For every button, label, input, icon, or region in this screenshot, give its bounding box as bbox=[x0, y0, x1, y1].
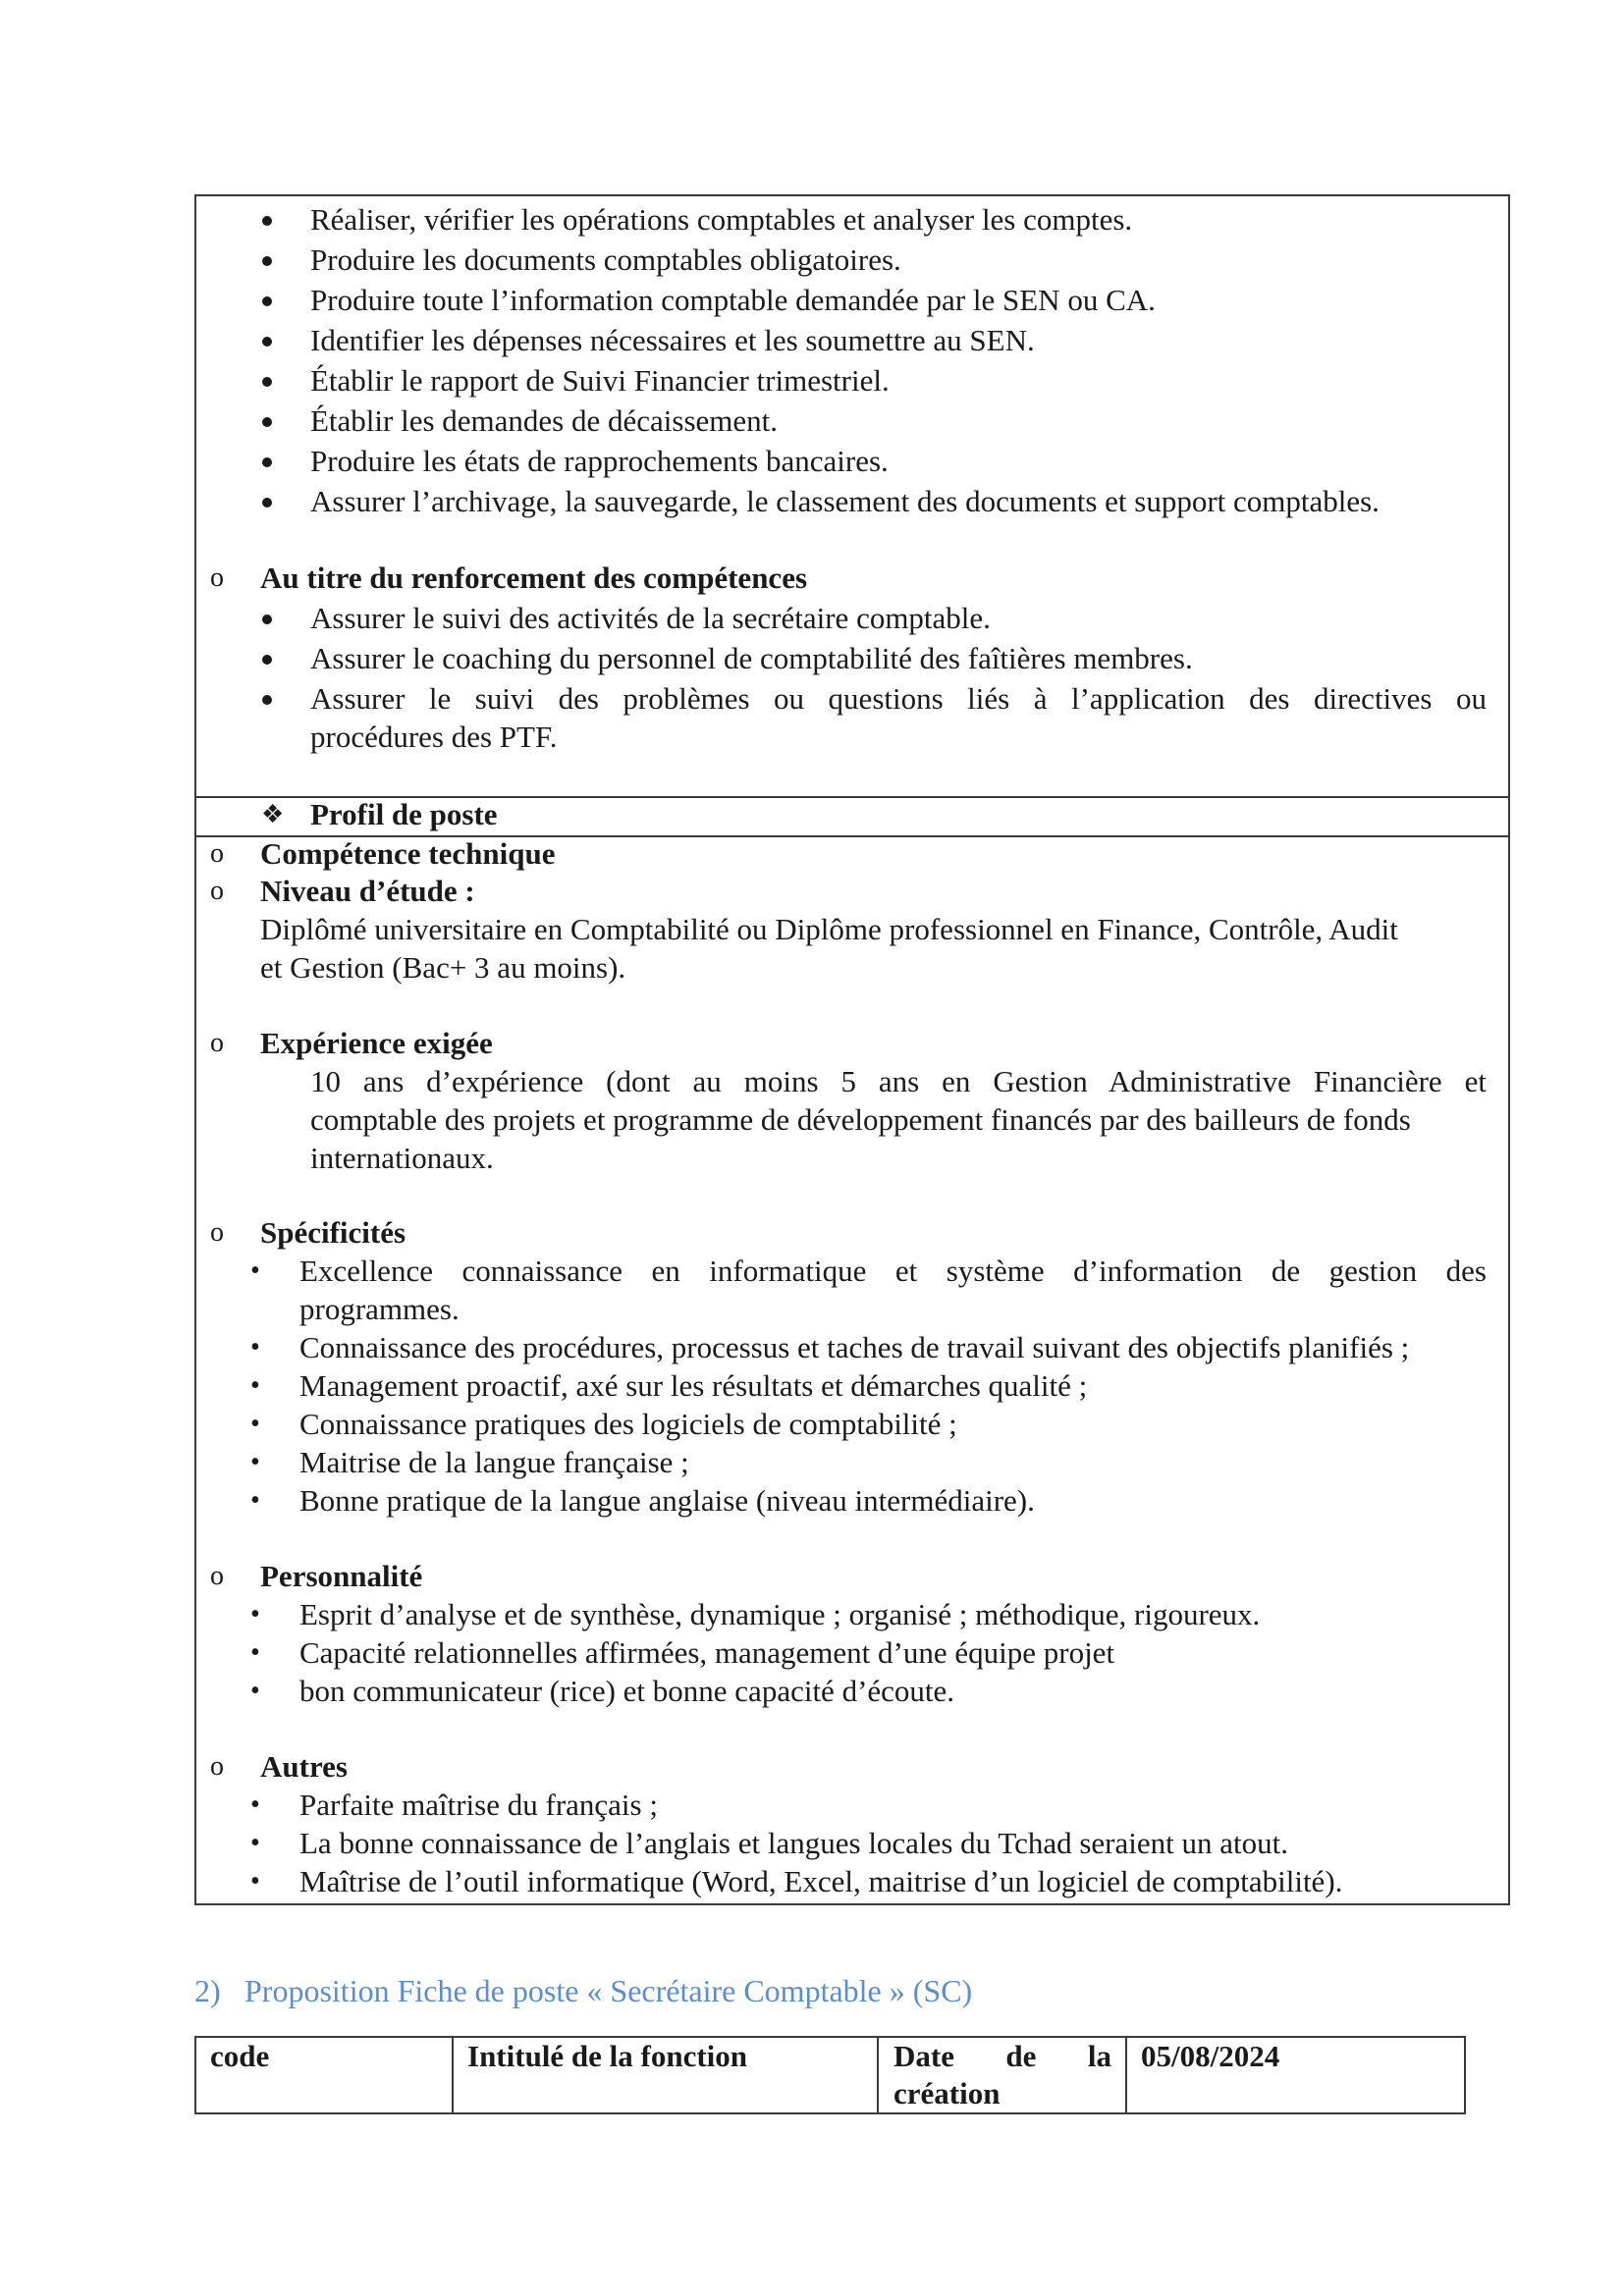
experience-heading: Expérience exigée bbox=[260, 1026, 493, 1060]
bullet-icon bbox=[262, 457, 272, 467]
circle-bullet-icon: o bbox=[210, 1561, 224, 1591]
list-item: Connaissance des procédures, processus et taches de travail suivant des objectifs planifiés ; bbox=[299, 1330, 1410, 1364]
date-label-word: Date bbox=[893, 2039, 954, 2073]
bullet-icon bbox=[262, 216, 272, 226]
table-cell-date-value: 05/08/2024 bbox=[1141, 2039, 1280, 2073]
date-label-word: de bbox=[1005, 2039, 1037, 2073]
list-item: Management proactif, axé sur les résultats et démarches qualité ; bbox=[299, 1368, 1088, 1403]
circle-bullet-icon: o bbox=[210, 1217, 224, 1248]
circle-bullet-icon: o bbox=[210, 876, 224, 906]
bullet-icon bbox=[262, 256, 272, 266]
bullet-icon: • bbox=[250, 1676, 260, 1706]
niveau-text: et Gestion (Bac+ 3 au moins). bbox=[260, 950, 626, 985]
list-item: Identifier les dépenses nécessaires et les soumettre au SEN. bbox=[310, 323, 1035, 357]
circle-bullet-icon: o bbox=[210, 838, 224, 869]
list-item: Excellence connaissance en informatique et système d’information de gestion des bbox=[299, 1254, 1487, 1288]
niveau-heading: Niveau d’étude : bbox=[260, 874, 475, 908]
bullet-icon bbox=[262, 417, 272, 427]
bullet-icon: • bbox=[250, 1866, 260, 1896]
circle-bullet-icon: o bbox=[210, 1751, 224, 1782]
list-item: Assurer le suivi des activités de la secrétaire comptable. bbox=[310, 601, 991, 635]
bullet-icon: • bbox=[250, 1599, 260, 1629]
circle-bullet-icon: o bbox=[210, 1028, 224, 1058]
niveau-text: Diplômé universitaire en Comptabilité ou Diplôme professionnel en Finance, Contrôle, Audit bbox=[260, 912, 1398, 946]
autres-heading: Autres bbox=[260, 1749, 348, 1784]
bullet-icon bbox=[262, 337, 272, 347]
bullet-icon: • bbox=[250, 1332, 260, 1362]
diamond-bullet-icon: ❖ bbox=[261, 800, 285, 828]
list-item: Bonne pratique de la langue anglaise (niveau intermédiaire). bbox=[299, 1483, 1035, 1518]
bullet-icon: • bbox=[250, 1789, 260, 1820]
list-item: Produire les états de rapprochements bancaires. bbox=[310, 444, 889, 478]
section-title: Proposition Fiche de poste « Secrétaire Comptable » (SC) bbox=[244, 1973, 973, 2008]
list-item: Assurer l’archivage, la sauvegarde, le classement des documents et support comptables. bbox=[310, 484, 1380, 518]
table-cell-date-label bbox=[893, 2038, 1111, 2075]
table-divider bbox=[877, 2036, 879, 2114]
table-cell-intitule: Intitulé de la fonction bbox=[467, 2039, 748, 2073]
list-item: Réaliser, vérifier les opérations comptables et analyser les comptes. bbox=[310, 202, 1133, 237]
personnalite-heading: Personnalité bbox=[260, 1559, 423, 1593]
bullet-icon: • bbox=[250, 1637, 260, 1668]
list-item: Produire toute l’information comptable demandée par le SEN ou CA. bbox=[310, 283, 1156, 317]
bullet-icon bbox=[262, 296, 272, 306]
list-item: Parfaite maîtrise du français ; bbox=[299, 1788, 658, 1822]
list-item: Assurer le coaching du personnel de comptabilité des faîtières membres. bbox=[310, 641, 1193, 675]
bullet-icon: • bbox=[250, 1447, 260, 1477]
bullet-icon: • bbox=[250, 1409, 260, 1439]
list-item: Maîtrise de l’outil informatique (Word, Excel, maitrise d’un logiciel de comptabilité). bbox=[299, 1864, 1343, 1898]
list-item: Établir le rapport de Suivi Financier trimestriel. bbox=[310, 363, 890, 398]
bullet-icon: • bbox=[250, 1370, 260, 1401]
list-item-continuation: procédures des PTF. bbox=[310, 720, 558, 754]
profil-heading: Profil de poste bbox=[310, 797, 498, 831]
competence-heading: Compétence technique bbox=[260, 836, 556, 871]
list-item: La bonne connaissance de l’anglais et langues locales du Tchad seraient un atout. bbox=[299, 1826, 1288, 1860]
date-label-word: la bbox=[1087, 2039, 1111, 2073]
bullet-icon: • bbox=[250, 1485, 260, 1516]
table-cell-date-label-line2: création bbox=[893, 2076, 1001, 2110]
bullet-icon bbox=[262, 614, 272, 624]
bullet-icon bbox=[262, 498, 272, 507]
table-cell-code: code bbox=[210, 2039, 270, 2073]
list-item-continuation: programmes. bbox=[299, 1292, 460, 1326]
bullet-icon bbox=[262, 655, 272, 665]
circle-bullet-icon: o bbox=[210, 562, 224, 593]
section-heading-renforcement: Au titre du renforcement des compétences bbox=[260, 561, 808, 595]
list-item: Capacité relationnelles affirmées, management d’une équipe projet bbox=[299, 1635, 1115, 1670]
experience-text: comptable des projets et programme de développement financés par des bailleurs de fonds bbox=[310, 1102, 1411, 1137]
list-item: Esprit d’analyse et de synthèse, dynamique ; organisé ; méthodique, rigoureux. bbox=[299, 1597, 1261, 1631]
section-number: 2) bbox=[194, 1973, 221, 2008]
bullet-icon bbox=[262, 695, 272, 705]
experience-text: internationaux. bbox=[310, 1141, 494, 1175]
list-item: Maitrise de la langue française ; bbox=[299, 1445, 689, 1479]
list-item: Connaissance pratiques des logiciels de comptabilité ; bbox=[299, 1407, 957, 1441]
table-divider bbox=[1125, 2036, 1127, 2114]
experience-text: 10 ans d’expérience (dont au moins 5 ans en Gestion Administrative Financière et bbox=[310, 1064, 1487, 1098]
list-item: Établir les demandes de décaissement. bbox=[310, 403, 779, 438]
table-divider bbox=[452, 2036, 454, 2114]
bullet-icon: • bbox=[250, 1255, 260, 1286]
list-item: Assurer le suivi des problèmes ou questions liés à l’application des directives ou bbox=[310, 681, 1487, 716]
bullet-icon: • bbox=[250, 1828, 260, 1858]
bullet-icon bbox=[262, 377, 272, 387]
specificites-heading: Spécificités bbox=[260, 1215, 406, 1250]
list-item: Produire les documents comptables obligatoires. bbox=[310, 242, 901, 277]
list-item: bon communicateur (rice) et bonne capacité d’écoute. bbox=[299, 1674, 955, 1708]
